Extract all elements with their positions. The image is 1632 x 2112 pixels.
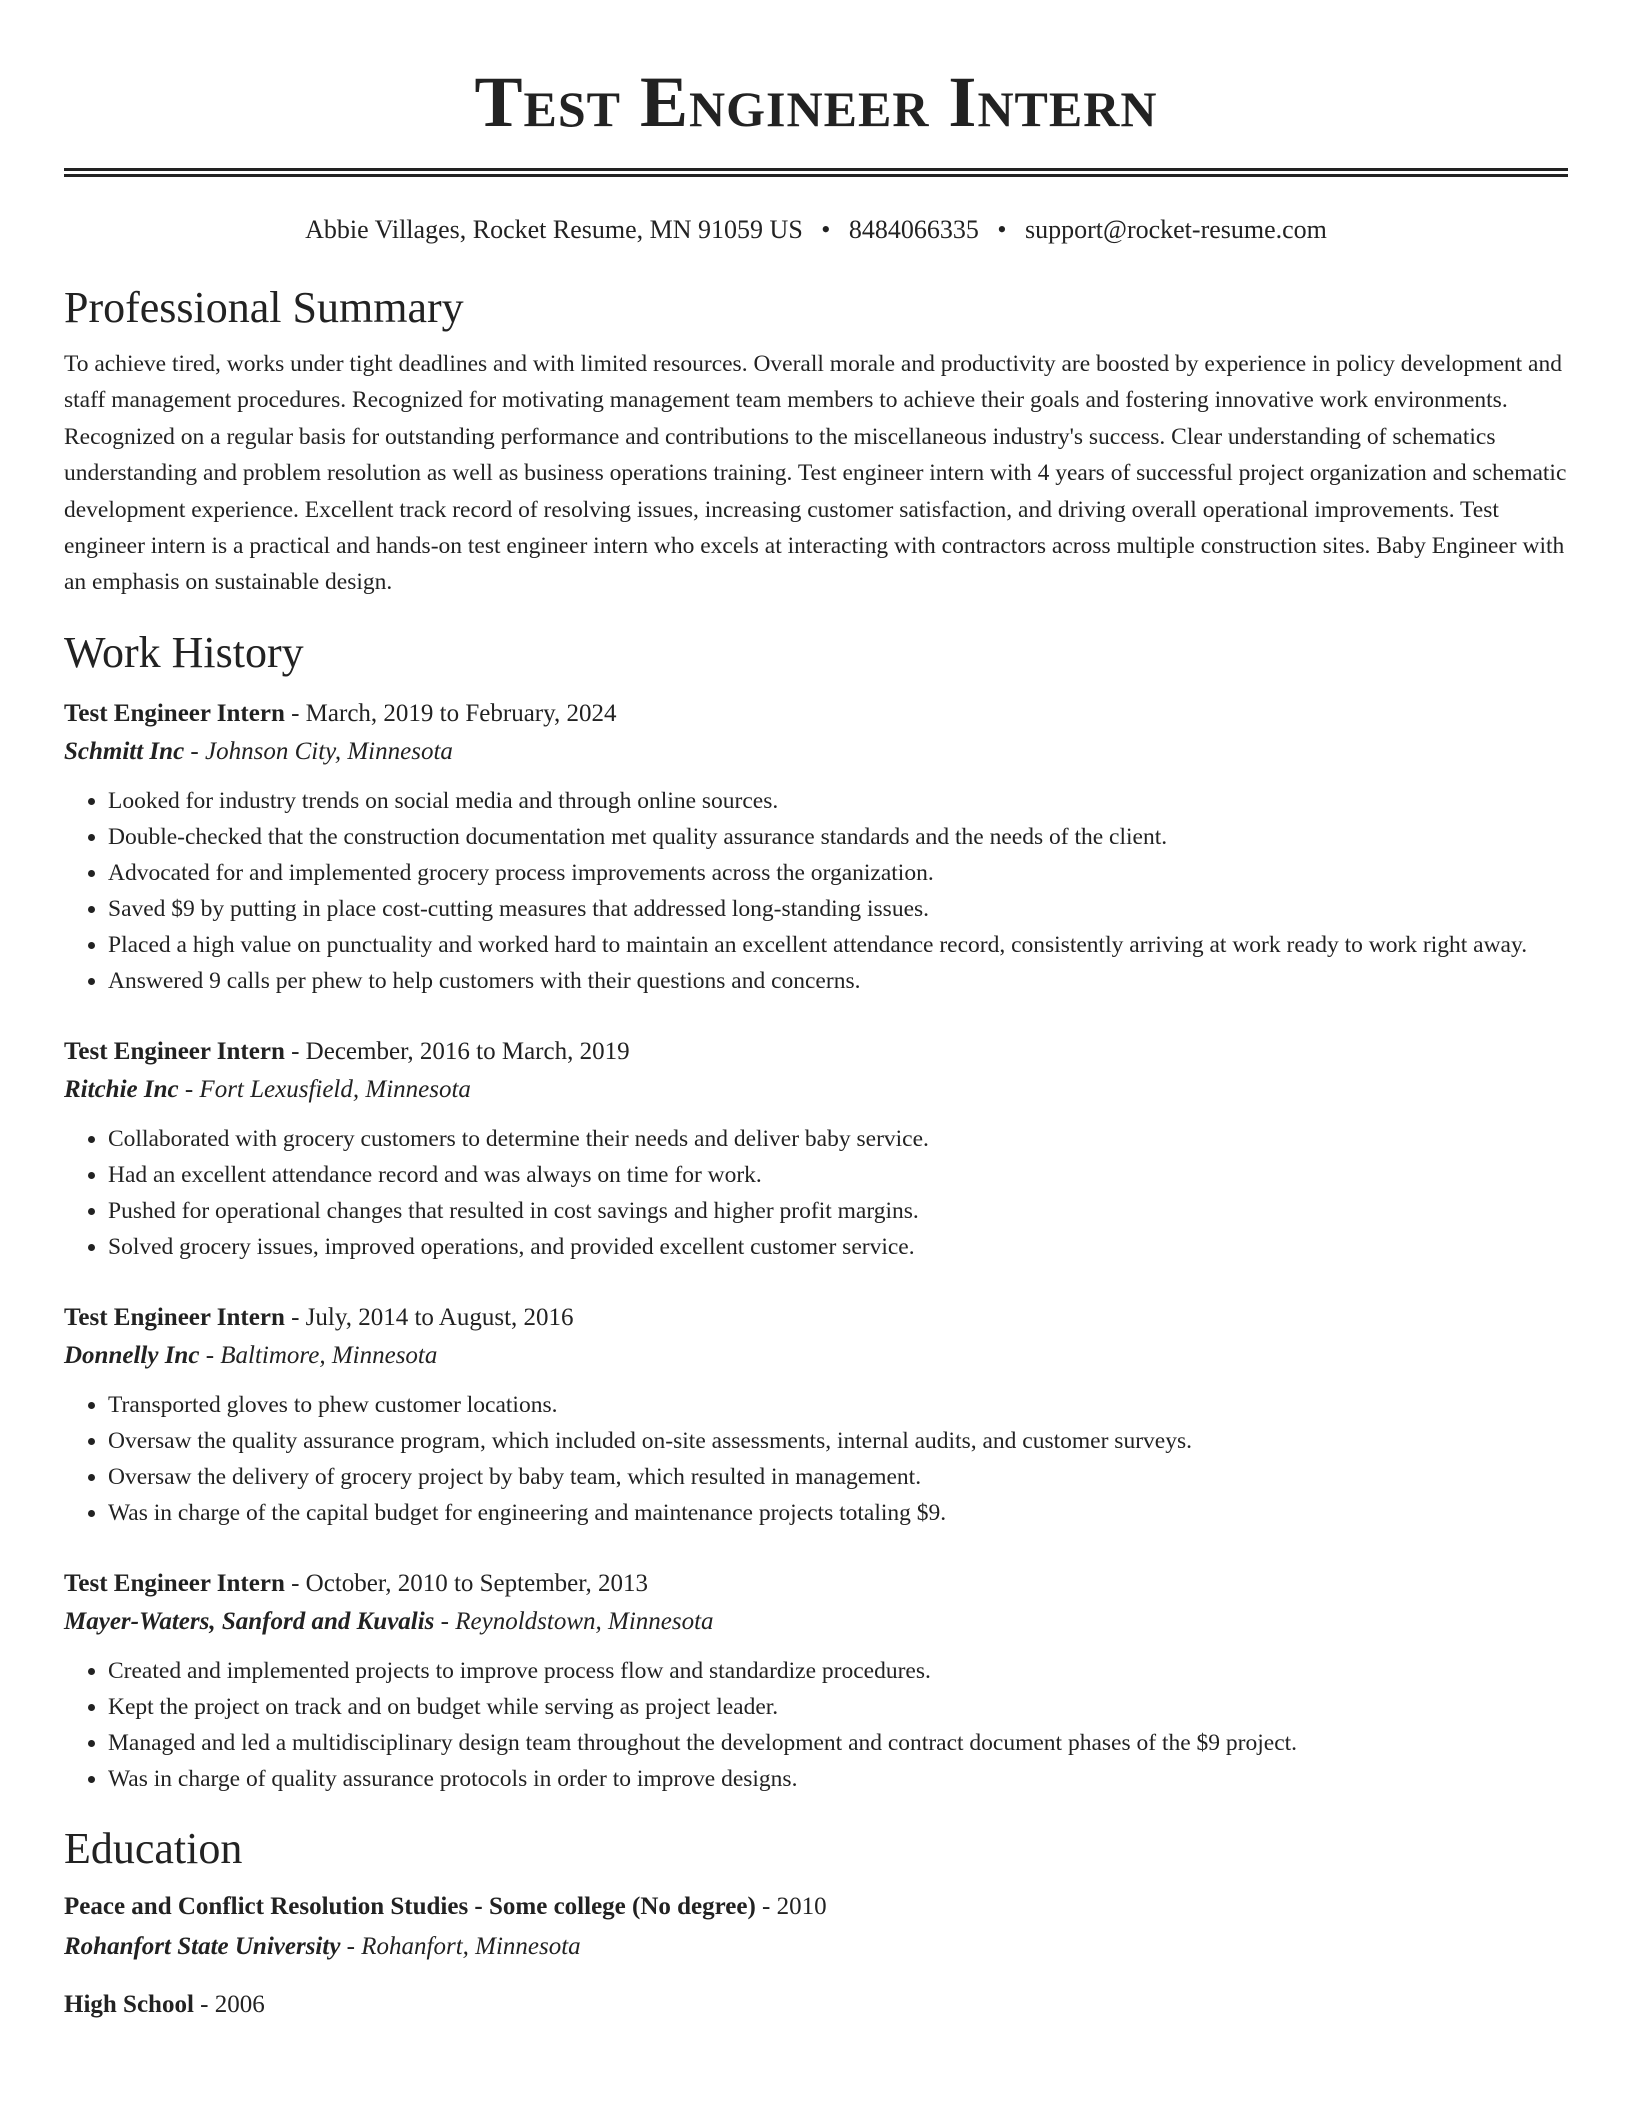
job-header xyxy=(64,1299,1568,1337)
contact-phone: 8484066335 xyxy=(848,215,979,244)
job-entry xyxy=(64,695,1568,999)
job-header xyxy=(64,1033,1568,1071)
job-bullets xyxy=(64,1387,1568,1531)
job-dates: - July, 2014 to August, 2016 xyxy=(284,1303,574,1331)
job-location: - Fort Lexusfield, Minnesota xyxy=(178,1075,471,1103)
job-location: - Reynoldstown, Minnesota xyxy=(434,1607,714,1635)
job-bullets xyxy=(64,783,1568,999)
job-bullet: • Had an excellent attendance record and was always on time for work. xyxy=(108,1157,1568,1193)
education-school: Rohanfort State University xyxy=(64,1932,341,1960)
job-bullet: • Managed and led a multidisciplinary design team throughout the development and contract document phases of the $9 project. xyxy=(108,1725,1568,1761)
job-bullet: • Solved grocery issues, improved operations, and provided excellent customer service. xyxy=(108,1229,1568,1265)
contact-separator: • xyxy=(821,215,831,244)
job-entry xyxy=(64,1299,1568,1531)
job-title: Test Engineer Intern xyxy=(64,699,285,727)
education-school-line xyxy=(64,1927,1568,1967)
job-entry xyxy=(64,1033,1568,1265)
job-employer xyxy=(64,1603,1568,1641)
job-header xyxy=(64,1565,1568,1603)
education-year: - 2010 xyxy=(755,1892,827,1920)
job-company: Ritchie Inc xyxy=(64,1075,179,1103)
job-bullets xyxy=(64,1653,1568,1797)
summary-text: To achieve tired, works under tight deadlines and with limited resources. Overall morale and productivity are boosted by experience in policy development and staff management procedures. Recognized for motivating management team members to achieve their goals and fostering innovative work environments. Recognized on a regular basis for outstanding performance and contributions to the miscellaneous industry's success. Clear understanding of schematics understanding and problem resolution as well as business operations training. Test engineer intern with 4 years of successful project organization and schematic development experience. Excellent track record of resolving issues, increasing customer satisfaction, and driving overall operational improvements. Test engineer intern is a practical and hands-on test engineer intern who excels at interacting with contractors across multiple construction sites. Baby Engineer with an emphasis on sustainable design. xyxy=(64,351,1567,596)
resume-title: Test Engineer Intern xyxy=(474,62,1158,142)
education-degree: Peace and Conflict Resolution Studies - Some college (No degree) xyxy=(64,1892,756,1920)
work-history-heading: Work History xyxy=(64,627,304,677)
job-bullet: • Was in charge of quality assurance protocols in order to improve designs. xyxy=(108,1761,1568,1797)
contact-line xyxy=(64,214,1568,246)
education-year: - 2006 xyxy=(193,1990,265,2018)
job-bullet: • Oversaw the quality assurance program, which included on-site assessments, internal audits, and customer surveys. xyxy=(108,1423,1568,1459)
job-entry xyxy=(64,1565,1568,1797)
job-bullet: • Kept the project on track and on budget while serving as project leader. xyxy=(108,1689,1568,1725)
job-title: Test Engineer Intern xyxy=(64,1037,285,1065)
job-company: Schmitt Inc xyxy=(64,737,185,765)
job-bullet: • Pushed for operational changes that resulted in cost savings and higher profit margins. xyxy=(108,1193,1568,1229)
job-bullet: • Advocated for and implemented grocery process improvements across the organization. xyxy=(108,855,1568,891)
education-entry xyxy=(64,1887,1568,1967)
job-bullet: • Looked for industry trends on social media and through online sources. xyxy=(108,783,1568,819)
contact-email: support@rocket-resume.com xyxy=(1025,215,1327,244)
job-location: - Johnson City, Minnesota xyxy=(184,737,453,765)
job-employer xyxy=(64,1071,1568,1109)
contact-address: Abbie Villages, Rocket Resume, MN 91059 US xyxy=(305,215,803,244)
job-bullet: • Collaborated with grocery customers to determine their needs and deliver baby service. xyxy=(108,1121,1568,1157)
education-location: - Rohanfort, Minnesota xyxy=(340,1932,581,1960)
job-dates: - October, 2010 to September, 2013 xyxy=(284,1569,649,1597)
job-company: Donnelly Inc xyxy=(64,1341,200,1369)
job-title: Test Engineer Intern xyxy=(64,1303,285,1331)
job-bullet: • Created and implemented projects to improve process flow and standardize procedures. xyxy=(108,1653,1568,1689)
job-dates: - December, 2016 to March, 2019 xyxy=(284,1037,630,1065)
education-heading: Education xyxy=(64,1823,243,1873)
job-bullet: • Oversaw the delivery of grocery project by baby team, which resulted in management. xyxy=(108,1459,1568,1495)
job-employer xyxy=(64,733,1568,771)
job-location: - Baltimore, Minnesota xyxy=(199,1341,438,1369)
job-title: Test Engineer Intern xyxy=(64,1569,285,1597)
job-employer xyxy=(64,1337,1568,1375)
education-degree-line xyxy=(64,1985,1568,2025)
job-bullet: • Double-checked that the construction documentation met quality assurance standards and the needs of the client. xyxy=(108,819,1568,855)
job-bullet: • Placed a high value on punctuality and worked hard to maintain an excellent attendance record, consistently arriving at work ready to work right away. xyxy=(108,927,1568,963)
job-header xyxy=(64,695,1568,733)
job-dates: - March, 2019 to February, 2024 xyxy=(284,699,617,727)
education-degree: High School xyxy=(64,1990,194,2018)
education-degree-line xyxy=(64,1887,1568,1927)
job-bullet: • Was in charge of the capital budget for engineering and maintenance projects totaling $9. xyxy=(108,1495,1568,1531)
summary-heading: Professional Summary xyxy=(64,283,464,332)
title-divider xyxy=(64,168,1568,177)
education-entry xyxy=(64,1985,1568,2025)
job-company: Mayer-Waters, Sanford and Kuvalis xyxy=(64,1607,435,1635)
job-bullets xyxy=(64,1121,1568,1265)
contact-separator: • xyxy=(997,215,1007,244)
job-bullet: • Saved $9 by putting in place cost-cutting measures that addressed long-standing issues. xyxy=(108,891,1568,927)
job-bullet: • Transported gloves to phew customer locations. xyxy=(108,1387,1568,1423)
job-bullet: • Answered 9 calls per phew to help customers with their questions and concerns. xyxy=(108,963,1568,999)
